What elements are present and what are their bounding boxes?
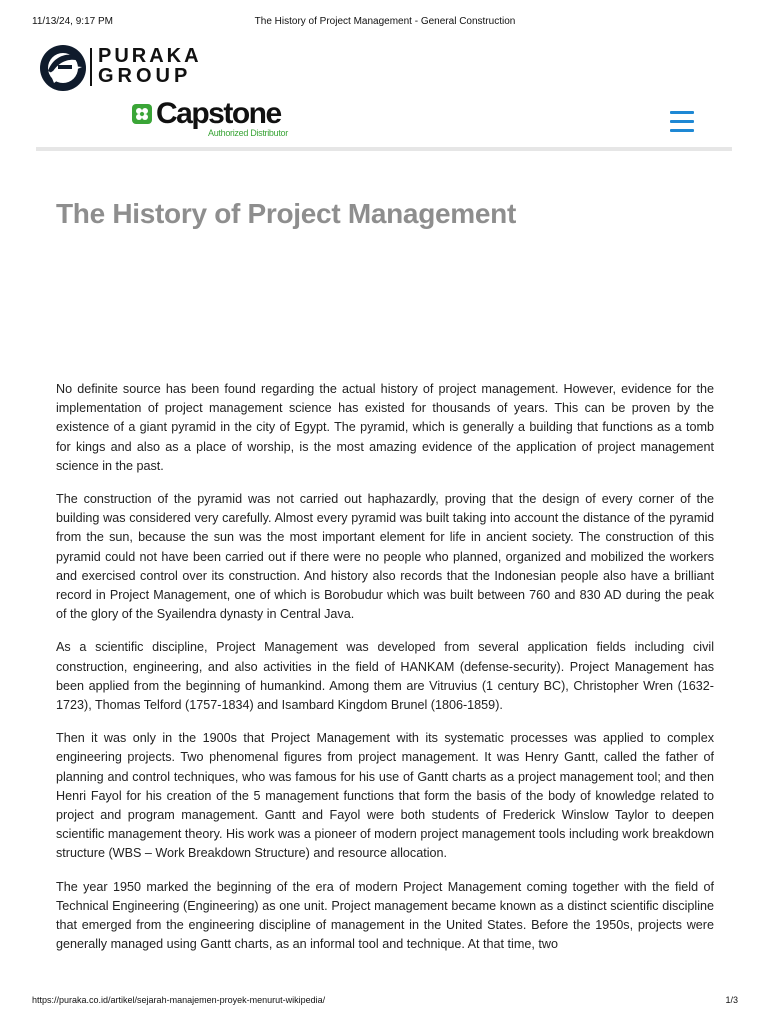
print-doc-title: The History of Project Management - General Construction [254, 16, 516, 27]
capstone-logo[interactable] [132, 97, 312, 140]
capstone-tagline: Authorized Distributor [208, 128, 288, 138]
hamburger-menu-icon[interactable] [670, 111, 694, 133]
print-url[interactable]: https://puraka.co.id/artikel/sejarah-manajemen-proyek-menurut-wikipedia/ [32, 995, 326, 1005]
puraka-line2: GROUP [98, 65, 192, 87]
article-paragraph: The year 1950 marked the beginning of the era of modern Project Management coming together with the field of Technical Engineering (Engineering) as one unit. Project management became known as a distinct scientific discipline that emerged from the engineering discipline of management in the United States. Before the 1950s, projects were generally managed using Gantt charts, as an informal tool and technique. At that time, two [56, 879, 714, 952]
header-divider [36, 147, 732, 151]
print-footer [32, 995, 738, 1009]
capstone-name: Capstone [156, 97, 281, 130]
puraka-logo-icon[interactable] [38, 43, 90, 93]
puraka-line1: PURAKA [98, 45, 202, 67]
article-title: The History of Project Management [56, 198, 516, 229]
article-paragraph: Then it was only in the 1900s that Project Management with its systematic processes was applied to complex engineering projects. Two phenomenal figures from project management. It was Henry Gantt, called the father of planning and control techniques, who was famous for his use of Gantt charts as a project management tool; and then Henri Fayol for his creation of the 5 management functions that form the basis of the body of knowledge related to project and program management. Gantt and Fayol were both students of Frederick Winslow Taylor to deepen scientific management theory. His work was a pioneer of modern project management tools including work breakdown structure (WBS – Work Breakdown Structure) and resource allocation. [56, 731, 714, 861]
print-page-number: 1/3 [725, 995, 738, 1005]
print-datetime: 11/13/24, 9:17 PM [32, 16, 113, 27]
article-body [56, 380, 714, 968]
puraka-wordmark [92, 46, 202, 86]
article-paragraph: As a scientific discipline, Project Management was developed from several application fields including civil construction, engineering, and also activities in the field of HANKAM (defense-security). Project Management has been applied from the beginning of humankind. Among them are Vitruvius (1 century BC), Christopher Wren (1632-1723), Thomas Telford (1757-1834) and Isambard Kingdom Brunel (1806-1859). [56, 640, 714, 713]
print-header [32, 16, 738, 30]
article-paragraph: No definite source has been found regarding the actual history of project management. However, evidence for the implementation of project management science has existed for thousands of years. This can be proven by the existence of a giant pyramid in the city of Egypt. The pyramid, which is generally a building that functions as a tomb for kings and also as a place of worship, is the most amazing evidence of the application of project management science in the past. [56, 382, 714, 473]
site-header [36, 40, 732, 152]
article-paragraph: The construction of the pyramid was not carried out haphazardly, proving that the design of every corner of the building was considered very carefully. Almost every pyramid was built taking into account the distance of the pyramid from the sun, because the sun was the most important element for life in ancient society. The construction of this pyramid could not have been carried out if there were no people who planned, organized and mobilized the workers and exercised control over its construction. And history also records that the Indonesian people also have a brilliant record in Project Management, one of which is Borobudur which was built between 760 and 830 AD during the peak of the glory of the Syailendra dynasty in Central Java. [56, 492, 714, 622]
capstone-clover-icon [132, 104, 152, 124]
